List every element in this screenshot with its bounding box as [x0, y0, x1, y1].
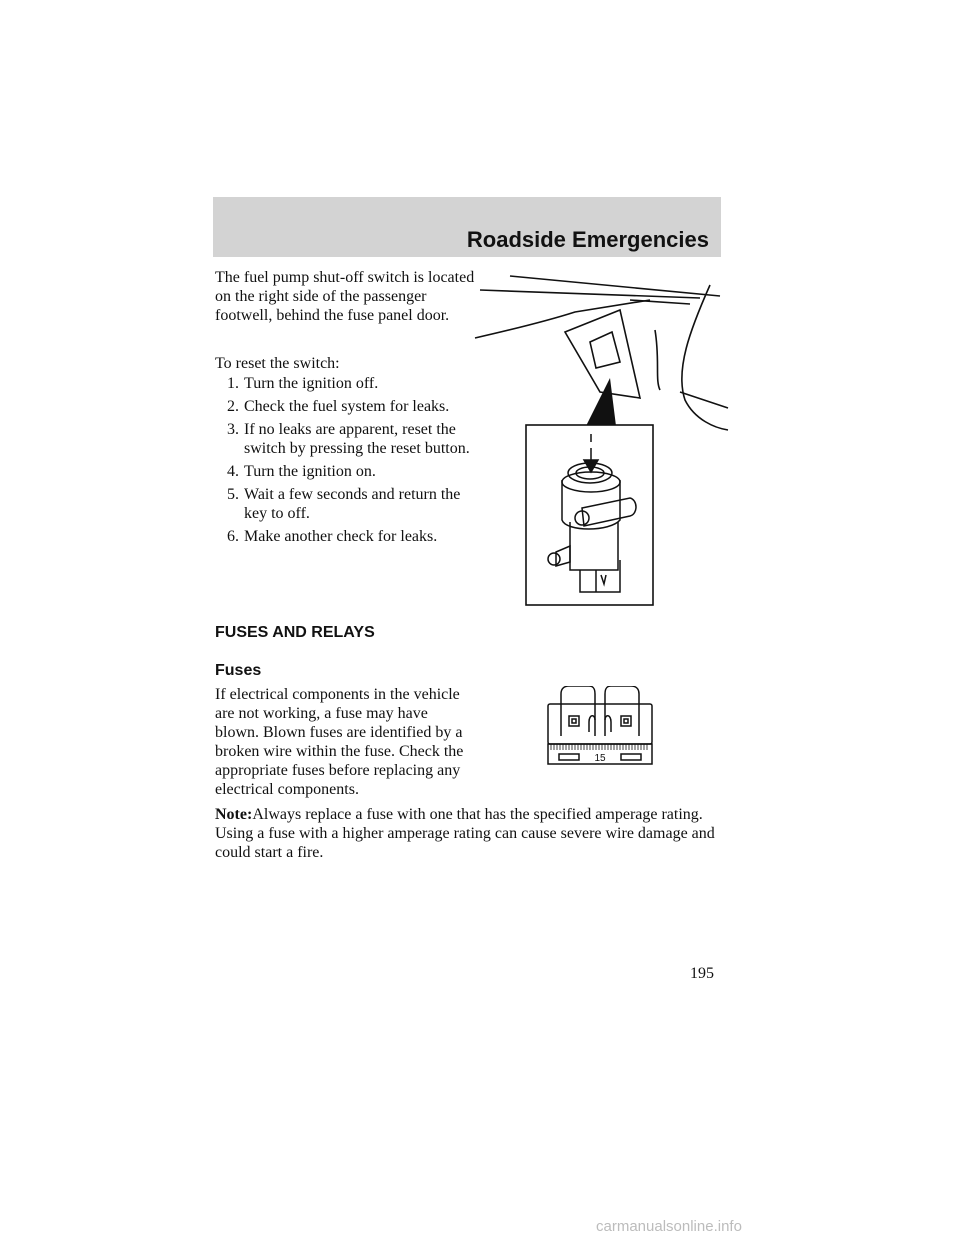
header-band — [213, 197, 721, 257]
list-item: 3. If no leaks are apparent, reset the switch by pressing the reset button. — [227, 421, 470, 457]
section-heading: FUSES AND RELAYS — [215, 624, 375, 641]
section-title: Roadside Emergencies — [466, 227, 709, 252]
page-number: 195 — [690, 965, 714, 982]
shutoff-switch-illustration — [470, 270, 730, 610]
fuse-rating-label: 15 — [594, 753, 606, 764]
list-item: 5. Wait a few seconds and return the key to off. — [227, 486, 461, 522]
note-paragraph — [215, 805, 725, 862]
reset-steps-list — [215, 374, 475, 550]
list-item: 6. Make another check for leaks. — [227, 528, 438, 545]
list-item: 2. Check the fuel system for leaks. — [227, 398, 450, 415]
note-label: Note: — [215, 806, 253, 823]
reset-instructions-label: To reset the switch: — [215, 355, 340, 372]
pointer-wedge — [586, 378, 616, 426]
subheading: Fuses — [215, 662, 262, 679]
note-text: Always replace a fuse with one that has the specified amperage rating. Using a fuse with a higher amperage rating can cause severe wire damage and could start a fire. — [215, 806, 715, 861]
fuse-illustration — [545, 686, 655, 768]
intro-paragraph: The fuel pump shut-off switch is located on the right side of the passenger footwell, behind the fuse panel door. — [215, 269, 475, 324]
list-item: 4. Turn the ignition on. — [227, 463, 376, 480]
inset-frame — [526, 425, 653, 605]
watermark: carmanualsonline.info — [596, 1218, 742, 1235]
list-item: 1. Turn the ignition off. — [227, 375, 379, 392]
fuse-paragraph: If electrical components in the vehicle are not working, a fuse may have blown. Blown fuses are identified by a broken wire within the fuse. Check the appropriate fuses before replacing any electrical components. — [215, 686, 464, 798]
